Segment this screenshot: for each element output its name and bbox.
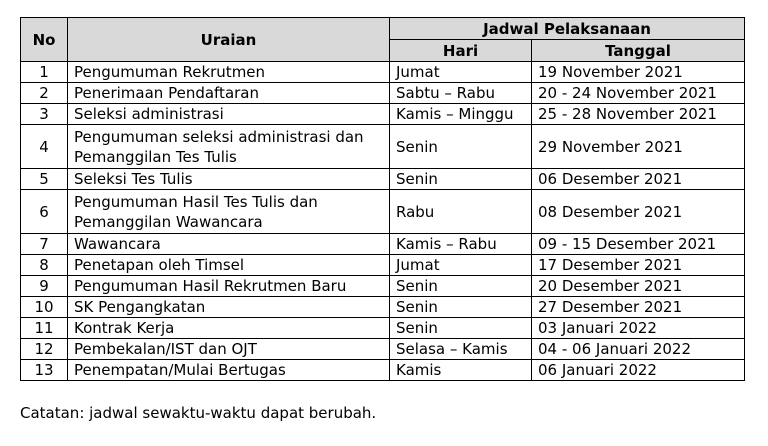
header-no: No — [21, 18, 68, 62]
cell-tanggal: 27 Desember 2021 — [532, 297, 745, 318]
header-hari: Hari — [390, 40, 532, 62]
cell-no: 9 — [21, 276, 68, 297]
cell-uraian: Pengumuman Rekrutmen — [68, 62, 390, 83]
table-row — [21, 339, 745, 360]
cell-tanggal: 25 - 28 November 2021 — [532, 104, 745, 125]
cell-tanggal: 19 November 2021 — [532, 62, 745, 83]
cell-no: 10 — [21, 297, 68, 318]
cell-uraian: Pembekalan/IST dan OJT — [68, 339, 390, 360]
header-jadwal-pelaksanaan: Jadwal Pelaksanaan — [390, 18, 745, 40]
cell-tanggal: 03 Januari 2022 — [532, 318, 745, 339]
cell-hari: Kamis – Minggu — [390, 104, 532, 125]
table-row — [21, 169, 745, 190]
table-row — [21, 104, 745, 125]
cell-hari: Sabtu – Rabu — [390, 83, 532, 104]
cell-hari: Jumat — [390, 255, 532, 276]
cell-no: 8 — [21, 255, 68, 276]
cell-no: 13 — [21, 360, 68, 381]
cell-no: 1 — [21, 62, 68, 83]
cell-hari: Rabu — [390, 190, 532, 234]
header-tanggal: Tanggal — [532, 40, 745, 62]
table-row — [21, 190, 745, 234]
cell-hari: Kamis — [390, 360, 532, 381]
cell-tanggal: 06 Januari 2022 — [532, 360, 745, 381]
cell-no: 2 — [21, 83, 68, 104]
cell-no: 11 — [21, 318, 68, 339]
table-row — [21, 360, 745, 381]
cell-hari: Senin — [390, 276, 532, 297]
cell-tanggal: 06 Desember 2021 — [532, 169, 745, 190]
cell-hari: Kamis – Rabu — [390, 234, 532, 255]
table-body — [21, 62, 745, 381]
cell-uraian: Wawancara — [68, 234, 390, 255]
cell-uraian: Seleksi administrasi — [68, 104, 390, 125]
cell-tanggal: 08 Desember 2021 — [532, 190, 745, 234]
cell-hari: Senin — [390, 169, 532, 190]
cell-hari: Jumat — [390, 62, 532, 83]
cell-tanggal: 20 - 24 November 2021 — [532, 83, 745, 104]
cell-uraian: Pengumuman seleksi administrasi dan Pemanggilan Tes Tulis — [68, 125, 390, 169]
table-row — [21, 62, 745, 83]
table-header-row — [21, 18, 745, 40]
cell-uraian: Penetapan oleh Timsel — [68, 255, 390, 276]
cell-tanggal: 20 Desember 2021 — [532, 276, 745, 297]
table-row — [21, 255, 745, 276]
cell-hari: Senin — [390, 318, 532, 339]
table-row — [21, 125, 745, 169]
table-row — [21, 276, 745, 297]
cell-uraian: Penerimaan Pendaftaran — [68, 83, 390, 104]
footnote: Catatan: jadwal sewaktu-waktu dapat berubah. — [20, 404, 377, 422]
table-row — [21, 83, 745, 104]
cell-no: 12 — [21, 339, 68, 360]
cell-hari: Selasa – Kamis — [390, 339, 532, 360]
cell-no: 5 — [21, 169, 68, 190]
cell-uraian: Pengumuman Hasil Tes Tulis dan Pemanggilan Wawancara — [68, 190, 390, 234]
cell-uraian: Penempatan/Mulai Bertugas — [68, 360, 390, 381]
cell-no: 4 — [21, 125, 68, 169]
cell-tanggal: 04 - 06 Januari 2022 — [532, 339, 745, 360]
cell-hari: Senin — [390, 297, 532, 318]
cell-tanggal: 29 November 2021 — [532, 125, 745, 169]
table-row — [21, 318, 745, 339]
cell-hari: Senin — [390, 125, 532, 169]
schedule-table — [20, 17, 745, 381]
cell-uraian: Seleksi Tes Tulis — [68, 169, 390, 190]
table-row — [21, 297, 745, 318]
cell-uraian: SK Pengangkatan — [68, 297, 390, 318]
cell-uraian: Pengumuman Hasil Rekrutmen Baru — [68, 276, 390, 297]
cell-no: 7 — [21, 234, 68, 255]
cell-tanggal: 17 Desember 2021 — [532, 255, 745, 276]
cell-no: 6 — [21, 190, 68, 234]
table-row — [21, 234, 745, 255]
cell-uraian: Kontrak Kerja — [68, 318, 390, 339]
cell-tanggal: 09 - 15 Desember 2021 — [532, 234, 745, 255]
cell-no: 3 — [21, 104, 68, 125]
header-uraian: Uraian — [68, 18, 390, 62]
